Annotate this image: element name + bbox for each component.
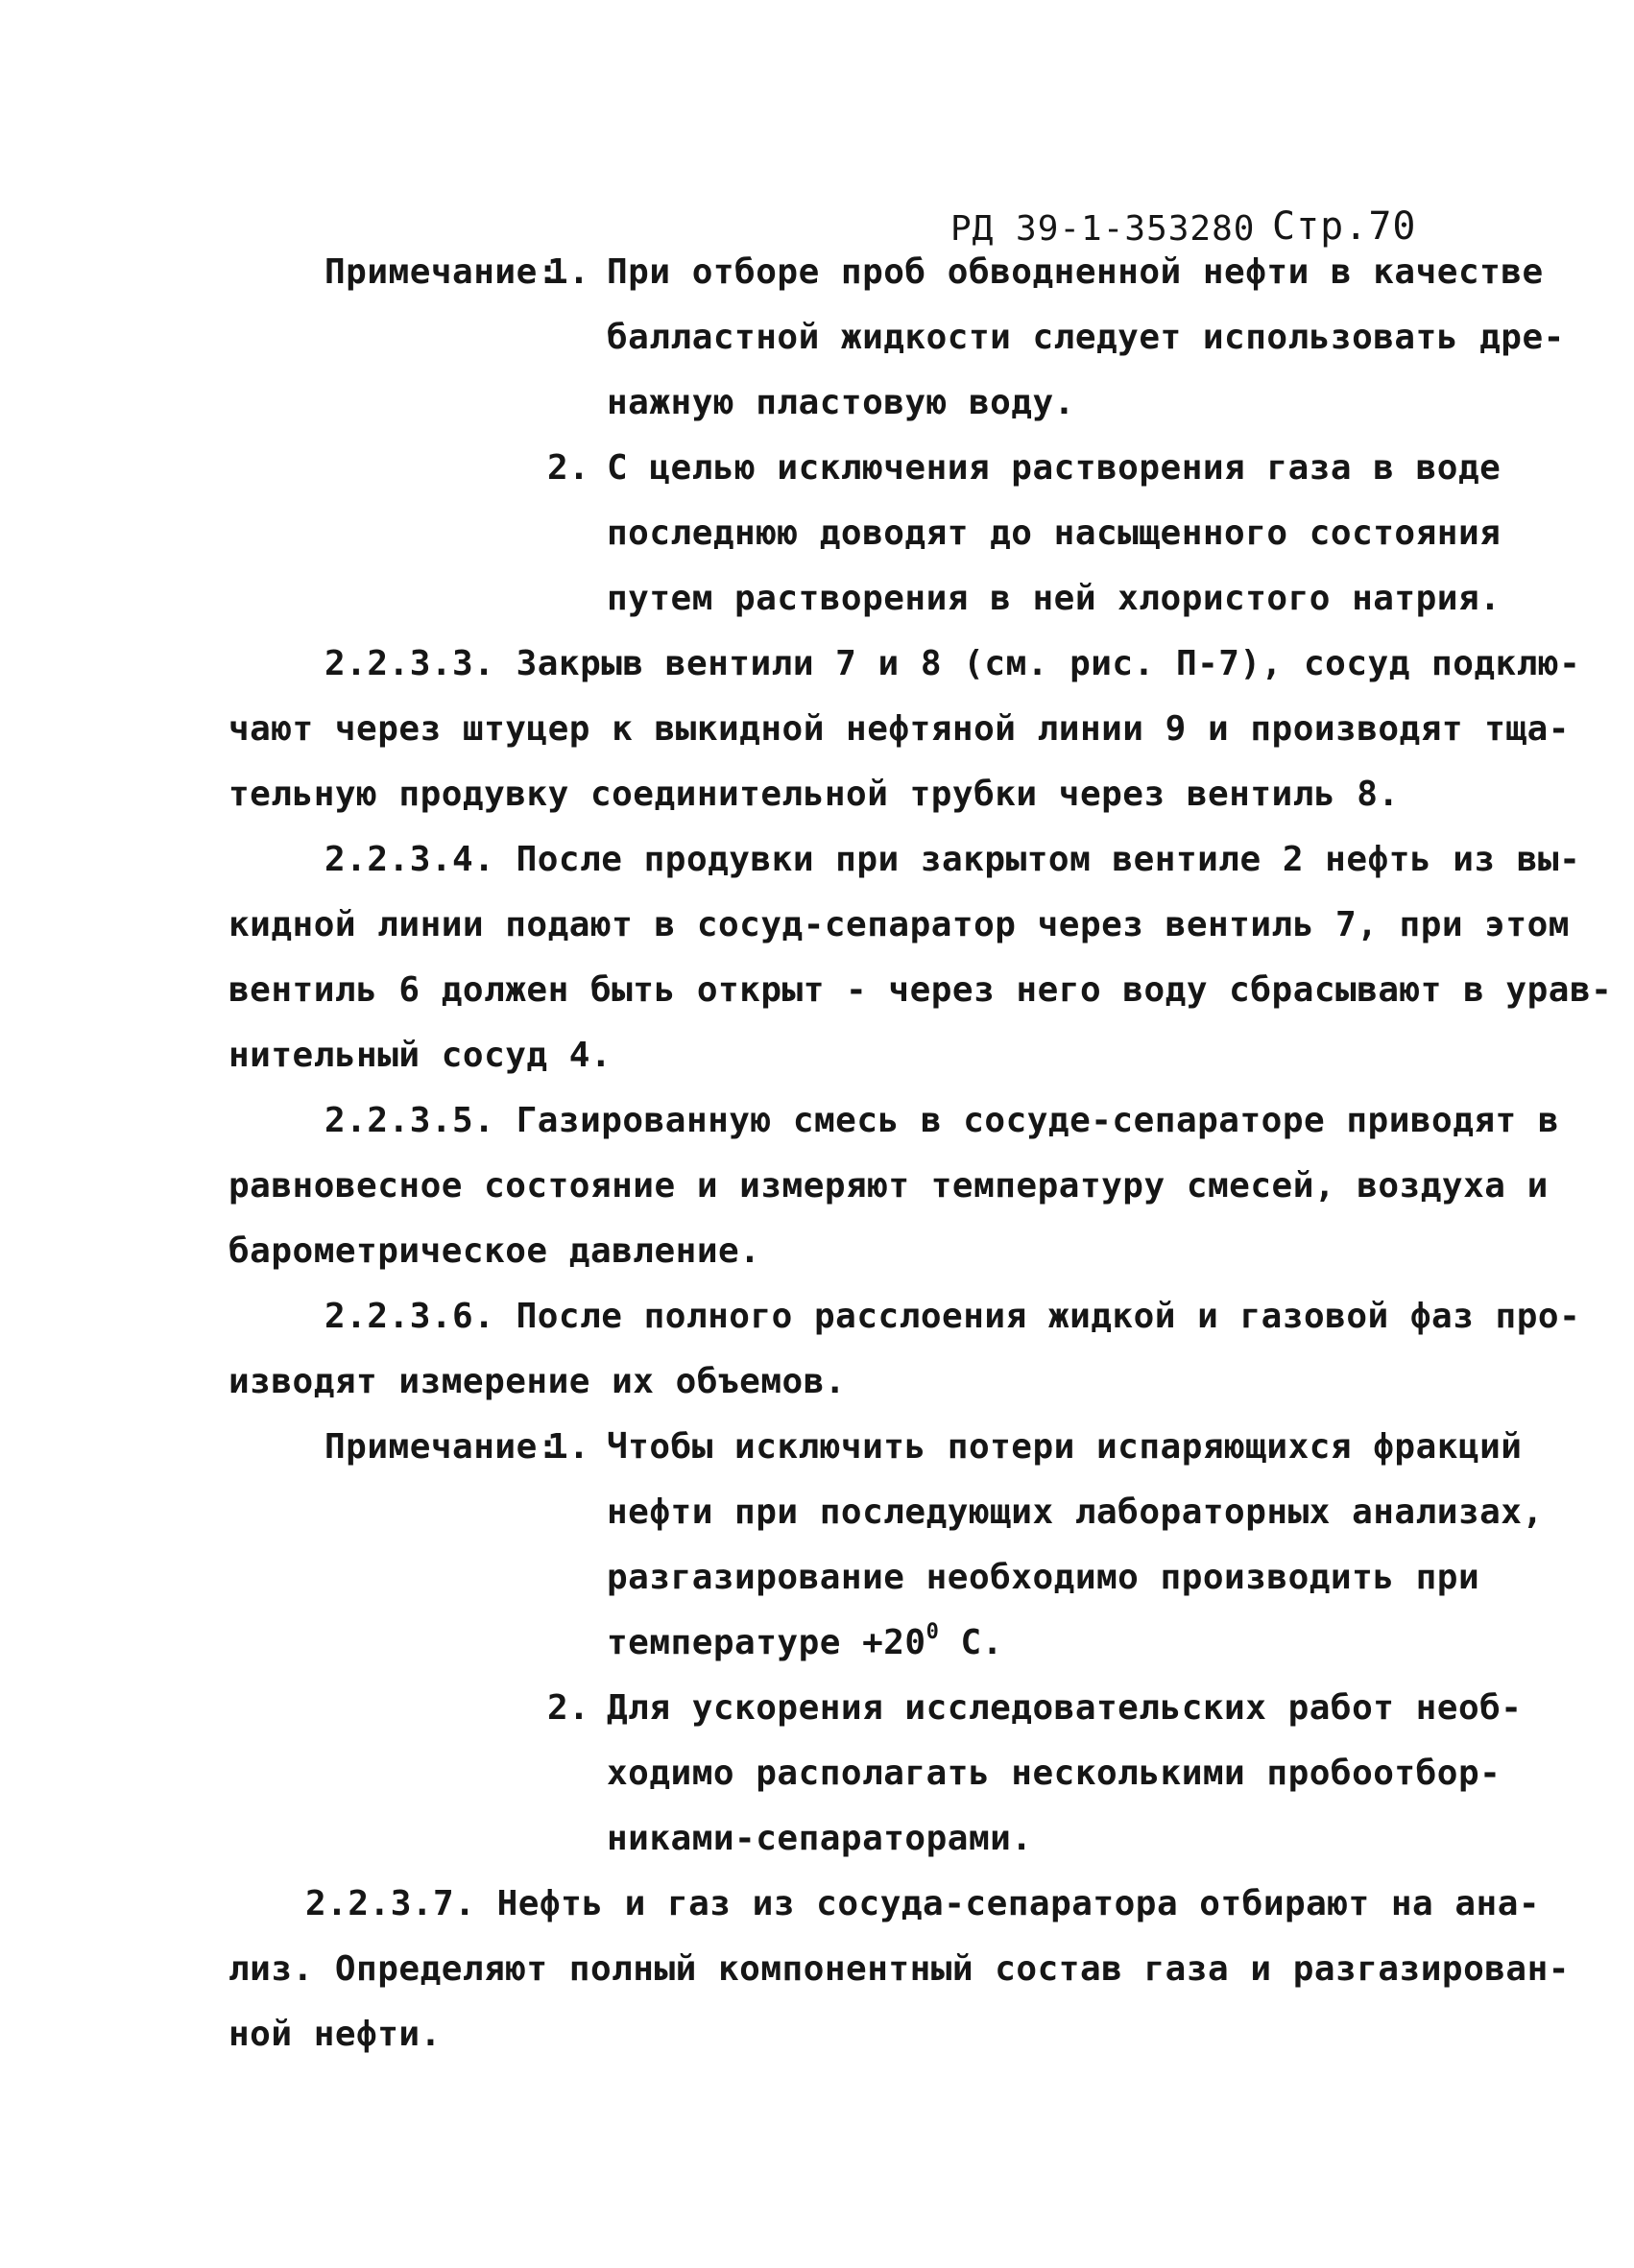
note-label: Примечание:	[324, 252, 559, 292]
note-line: С целью исключения растворения газа в воде	[607, 448, 1502, 488]
paragraph-line: 2.2.3.7. Нефть и газ из сосуда-сепаратора отбирают на ана-	[305, 1884, 1541, 1923]
note-item-number: 1.	[547, 1427, 590, 1467]
degree-sign: 0	[925, 1620, 940, 1644]
paragraph-line: ной нефти.	[228, 2015, 442, 2054]
doc-code: РД 39-1-353280	[950, 209, 1256, 249]
paragraph-line: тельную продувку соединительной трубки через вентиль 8.	[228, 775, 1400, 814]
paragraph-line: вентиль 6 должен быть открыт - через него воду сбрасывают в урав-	[228, 970, 1613, 1010]
paragraph-line: 2.2.3.5. Газированную смесь в сосуде-сепараторе приводят в	[324, 1101, 1560, 1140]
paragraph-line: нительный сосуд 4.	[228, 1036, 613, 1075]
paragraph-line: равновесное состояние и измеряют температуру смесей, воздуха и	[228, 1166, 1549, 1206]
note-line: При отборе проб обводненной нефти в качестве	[607, 252, 1544, 292]
paragraph-line: изводят измерение их объемов.	[228, 1362, 847, 1401]
note-line: Чтобы исключить потери испаряющихся фракций	[607, 1427, 1523, 1467]
paragraph-line: кидной линии подают в сосуд-сепаратор через вентиль 7, при этом	[228, 905, 1570, 944]
note-line: нефти при последующих лабораторных анализах,	[607, 1492, 1544, 1532]
note-label: Примечание:	[324, 1427, 559, 1467]
paragraph-line: лиз. Определяют полный компонентный состав газа и разгазирован-	[228, 1949, 1570, 1989]
paragraph-line: 2.2.3.6. После полного расслоения жидкой и газовой фаз про-	[324, 1297, 1581, 1336]
note-line: ходимо располагать несколькими пробоотбор-	[607, 1754, 1502, 1793]
note-line: путем растворения в ней хлористого натрия.	[607, 579, 1502, 618]
note-item-number: 2.	[547, 1688, 590, 1728]
note-line-temperature	[607, 1620, 1003, 1666]
page-number: Стр.70	[1272, 204, 1417, 249]
note-line: Для ускорения исследовательских работ необ-	[607, 1688, 1523, 1728]
paragraph-line: чают через штуцер к выкидной нефтяной линии 9 и производят тща-	[228, 709, 1570, 749]
paragraph-line: 2.2.3.3. Закрыв вентили 7 и 8 (см. рис. П-7), сосуд подклю-	[324, 644, 1581, 683]
note-line: последнюю доводят до насыщенного состояния	[607, 513, 1502, 553]
paragraph-line: 2.2.3.4. После продувки при закрытом вентиле 2 нефть из вы-	[324, 840, 1581, 879]
note-line: никами-сепараторами.	[607, 1819, 1033, 1858]
note-line: разгазирование необходимо производить при	[607, 1558, 1480, 1597]
temperature-unit: С.	[939, 1623, 1003, 1662]
note-line: нажную пластовую воду.	[607, 383, 1075, 422]
paragraph-line: барометрическое давление.	[228, 1231, 761, 1271]
note-item-number: 1.	[547, 252, 590, 292]
temperature-text: температуре +20	[607, 1623, 926, 1662]
note-line: балластной жидкости следует использовать дре-	[607, 318, 1565, 357]
note-item-number: 2.	[547, 448, 590, 488]
